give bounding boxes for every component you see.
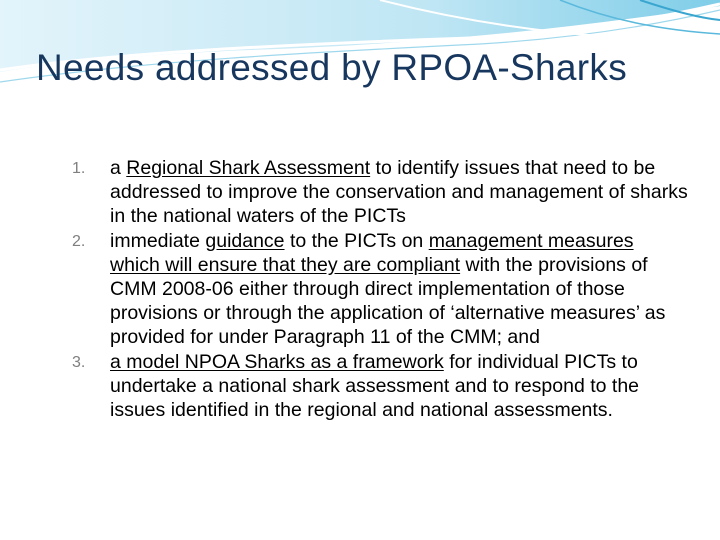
item-text: a <box>110 157 127 179</box>
underlined-phrase: Regional Shark Assessment <box>126 157 371 179</box>
slide-title: Needs addressed by RPOA-Sharks <box>36 47 627 88</box>
item-text: immediate <box>110 229 206 252</box>
list-item <box>68 229 688 350</box>
list-item-number: 2. <box>72 232 86 250</box>
item-text: for individual PICTs to undertake a national shark assessment and to respond to the issues identified in the regional and national assessments. <box>110 350 640 422</box>
list-item-number: 3. <box>72 353 86 371</box>
item-text: to identify issues that need to be addressed to improve the conservation and management of sharks in the national waters of the PICTs <box>110 157 688 228</box>
item-text: with the provisions of CMM 2008-06 either through direct implementation of those provisions or through the application of ‘alternative measures’ as provided for under Paragraph 11 of the CMM; and <box>110 253 666 349</box>
underlined-phrase: a model NPOA Sharks as a framework <box>110 350 444 373</box>
needs-list <box>68 156 688 422</box>
list-item-number: 1. <box>72 160 86 177</box>
underlined-phrase: guidance <box>205 229 285 252</box>
list-item <box>68 156 688 229</box>
list-item <box>68 350 688 423</box>
item-text: to the PICTs on <box>284 229 429 252</box>
underlined-phrase: management measures which will ensure that they are compliant <box>110 229 634 276</box>
